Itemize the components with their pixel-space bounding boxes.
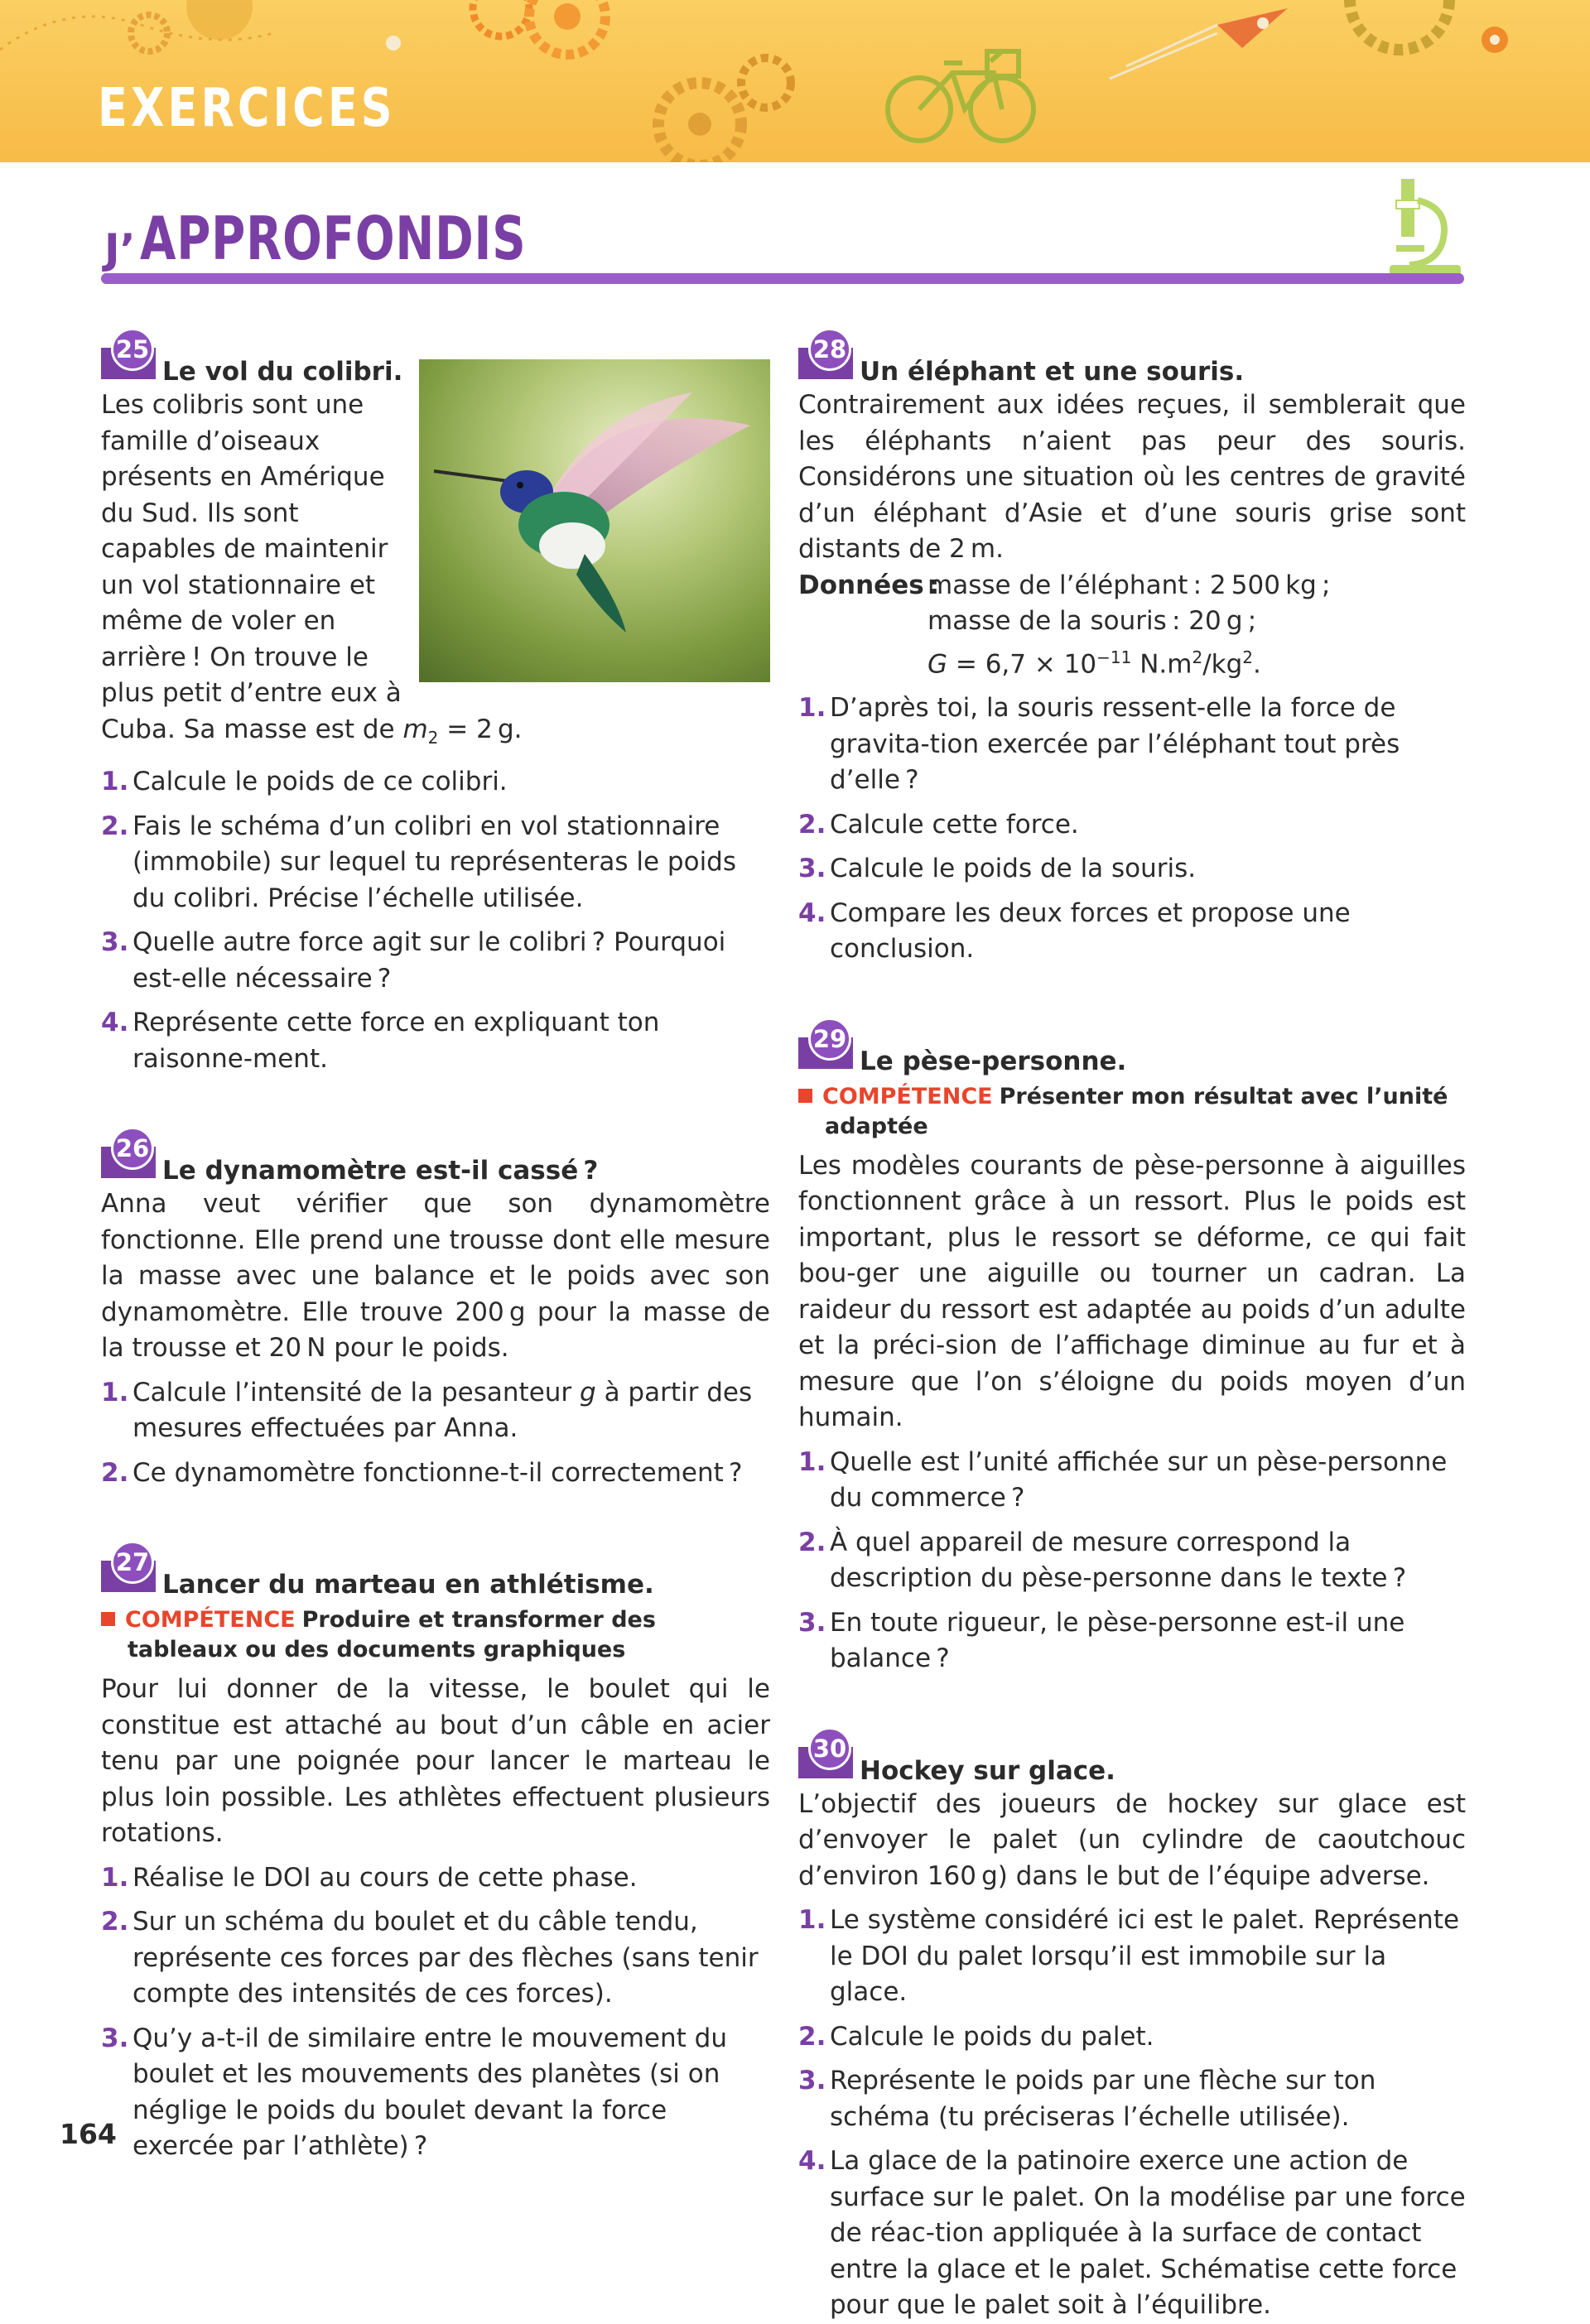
question-text: En toute rigueur, le pèse-personne est-il une balance ? xyxy=(830,1607,1405,1674)
section-title-prefix: J’ xyxy=(104,225,136,273)
section-title-text: APPROFONDIS xyxy=(140,204,527,273)
exercise-25 xyxy=(101,325,770,1077)
exercise-26 xyxy=(101,1124,770,1491)
exercise-number: 28 xyxy=(808,328,851,371)
right-column xyxy=(798,325,1466,2324)
g-unit-exponent: 2 xyxy=(1242,647,1254,667)
data-gravitational-constant xyxy=(928,640,1330,683)
data-list xyxy=(798,568,1466,683)
question-text: Compare les deux forces et propose une conclusion. xyxy=(830,897,1351,965)
exercise-intro: Pour lui donner de la vitesse, le boulet qui le constitue est attaché au bout d’un câble en acier tenu par une poignée pour lancer le marteau le plus loin possible. Les athlètes effectuent plusieurs rotations. xyxy=(101,1674,770,1849)
question-number: 2. xyxy=(798,2021,826,2052)
question xyxy=(101,1860,770,1897)
g-end: . xyxy=(1253,648,1261,679)
exercise-intro: Anna veut vérifier que son dynamomètre fonctionne. Elle prend une trousse dont elle mesure la masse avec une balance et le poids avec son dynamomètre. Elle trouve 200 g pour la masse de la trousse et 20 N pour le poids. xyxy=(101,1189,770,1364)
question xyxy=(101,925,770,997)
microscope-icon xyxy=(1385,176,1467,283)
exercise-intro: Les modèles courants de pèse-personne à aiguilles fonctionnent grâce à un ressort. Plus le poids est important, plus le ressort se déforme, ce qui fait bou-ger une aiguille ou tourner un cadran. La raideur du ressort est adaptée au poids d’un adulte et la préci-sion de l’affichage diminue au fur et à mesure que l’on s’éloigne du poids moyen d’un humain. xyxy=(798,1150,1466,1433)
question-text: D’après toi, la souris ressent-elle la force de gravita-tion exercée par l’éléphant tout près d’elle ? xyxy=(830,693,1400,796)
exercise-intro: Les colibris sont une famille d’oiseaux présents en Amérique du Sud. Ils sont capables de maintenir un vol stationnaire et même de voler en arrière ! On trouve le plus petit d’entre eux à xyxy=(101,390,402,708)
g-unit-exponent: 2 xyxy=(1192,647,1203,667)
question-number: 1. xyxy=(101,767,129,797)
data-mouse-mass: masse de la souris : 20 g ; xyxy=(928,606,1257,636)
question-number: 1. xyxy=(798,1446,826,1477)
g-unit: N.m xyxy=(1131,648,1192,679)
data-values xyxy=(928,568,1330,683)
competence-text: Présenter mon résultat avec l’unité adaptée xyxy=(825,1083,1448,1139)
mass-subscript: 2 xyxy=(427,727,439,748)
competence-square-icon xyxy=(798,1089,812,1103)
question-number: 3. xyxy=(798,2066,826,2096)
question xyxy=(101,1005,770,1077)
question-text: Ce dynamomètre fonctionne-t-il correctement ? xyxy=(132,1457,743,1488)
question xyxy=(798,2144,1466,2324)
question-text: Représente le poids par une flèche sur ton schéma (tu préciseras l’échelle utilisée). xyxy=(830,2066,1376,2132)
question xyxy=(798,1445,1466,1517)
gravity-symbol: g xyxy=(580,1377,596,1407)
question-text-part: Calcule l’intensité de la pesanteur xyxy=(132,1377,581,1407)
exercise-number: 27 xyxy=(111,1541,154,1584)
g-exponent: −11 xyxy=(1096,647,1132,667)
exercise-title: Le dynamomètre est-il cassé ? xyxy=(162,1156,599,1186)
question-text: Calcule le poids du palet. xyxy=(830,2021,1154,2052)
competence-label: COMPÉTENCE xyxy=(125,1607,296,1634)
question xyxy=(101,1456,770,1492)
g-value: = 6,7 × 10 xyxy=(947,648,1097,679)
competence-line xyxy=(798,1082,1466,1142)
exercise-number: 26 xyxy=(111,1127,154,1170)
question xyxy=(101,2021,770,2165)
question-text: Le système considéré ici est le palet. Représente le DOI du palet lorsqu’il est immobile sur la glace. xyxy=(830,1905,1460,2008)
question xyxy=(101,1904,770,2013)
question xyxy=(798,2019,1466,2056)
question xyxy=(798,1903,1466,2011)
exercise-header xyxy=(101,1537,770,1600)
question-number: 2. xyxy=(798,1527,826,1557)
question-text: Représente cette force en expliquant ton raisonne-ment. xyxy=(132,1008,660,1074)
exercise-header xyxy=(798,325,1466,387)
question-text: Sur un schéma du boulet et du câble tendu, représente ces forces par des flèches (sans tenir compte des intensités de ces forces). xyxy=(132,1907,759,2009)
question xyxy=(798,896,1466,968)
exercise-number: 30 xyxy=(808,1727,851,1770)
exercise-title: Hockey sur glace. xyxy=(860,1755,1115,1786)
exercise-number-badge xyxy=(101,328,156,383)
question-number: 3. xyxy=(101,2023,129,2053)
question-number: 1. xyxy=(798,693,826,724)
exercise-number: 29 xyxy=(808,1018,851,1061)
question xyxy=(798,851,1466,888)
exercise-28 xyxy=(798,325,1466,968)
question-number: 4. xyxy=(101,1008,129,1038)
exercise-header xyxy=(798,1724,1466,1787)
exercise-title: Le pèse-personne. xyxy=(860,1046,1127,1076)
exercise-title: Lancer du marteau en athlétisme. xyxy=(162,1570,654,1600)
exercise-number: 25 xyxy=(111,328,154,371)
exercise-intro: L’objectif des joueurs de hockey sur glace est d’envoyer le palet (un cylindre de caoutchouc d’environ 160 g) dans le but de l’équipe adverse. xyxy=(798,1788,1466,1891)
question-number: 4. xyxy=(798,897,826,928)
exercise-intro-end xyxy=(101,712,770,757)
question-text-part: à partir des mesures effectuées par Anna. xyxy=(132,1377,753,1444)
question-text: À quel appareil de mesure correspond la description du pèse-personne dans le texte ? xyxy=(830,1527,1407,1594)
exercise-header xyxy=(798,1014,1466,1077)
competence-text: Produire et transformer des tableaux ou des documents graphiques xyxy=(128,1607,656,1663)
data-elephant-mass: masse de l’éléphant : 2 500 kg ; xyxy=(928,570,1331,600)
question xyxy=(798,1525,1466,1597)
mass-symbol: m xyxy=(402,714,428,744)
exercise-number-badge xyxy=(798,1727,853,1782)
question-number: 4. xyxy=(798,2146,826,2177)
question-number: 2. xyxy=(101,1457,129,1488)
question-text: Calcule cette force. xyxy=(830,809,1079,840)
question xyxy=(798,690,1466,799)
competence-square-icon xyxy=(101,1612,115,1626)
question-text: La glace de la patinoire exerce une action de surface sur le palet. On la modélise par une force de réac-tion appliquée à la surface de contact entre la glace et le palet. Schématise cette force pour que le palet soit à l’équilibre. xyxy=(830,2146,1466,2321)
question xyxy=(101,1375,770,1447)
exercise-title: Un éléphant et une souris. xyxy=(860,357,1245,387)
question-number: 2. xyxy=(101,811,129,841)
exercise-title: Le vol du colibri. xyxy=(162,357,403,387)
question xyxy=(798,807,1466,844)
question-number: 1. xyxy=(101,1862,129,1893)
question-number: 2. xyxy=(101,1907,129,1937)
question-text: Quelle est l’unité affichée sur un pèse-personne du commerce ? xyxy=(830,1446,1448,1513)
question-text: Fais le schéma d’un colibri en vol stationnaire (immobile) sur lequel tu représenteras le poids du colibri. Précise l’échelle utilisée. xyxy=(132,811,737,913)
g-unit: /kg xyxy=(1202,648,1243,679)
question-number: 3. xyxy=(798,854,826,884)
question xyxy=(798,2063,1466,2135)
question-text: Calcule le poids de la souris. xyxy=(830,854,1197,884)
header-banner xyxy=(0,0,1590,162)
exercise-number-badge xyxy=(101,1127,156,1181)
question-text: Quelle autre force agit sur le colibri ? Pourquoi est-elle nécessaire ? xyxy=(132,927,726,994)
question xyxy=(101,809,770,917)
question-text: Réalise le DOI au cours de cette phase. xyxy=(132,1862,638,1893)
question-number: 3. xyxy=(101,927,129,958)
question-text: Qu’y a-t-il de similaire entre le mouvement du boulet et les mouvements des planètes (si on néglige le poids du boulet devant la force exercée par l’athlète) ? xyxy=(132,2023,727,2162)
question-number: 3. xyxy=(798,1607,826,1638)
g-symbol: G xyxy=(928,648,948,679)
mass-value: = 2 g. xyxy=(438,714,523,744)
exercise-intro: Contrairement aux idées reçues, il semblerait que les éléphants n’aient pas peur des souris. Considérons une situation où les centres de gravité d’un éléphant d’Asie et d’une souris grise sont distants de 2 m. xyxy=(798,390,1466,564)
exercise-number-badge xyxy=(798,328,853,383)
banner-title: EXERCICES xyxy=(98,78,396,139)
exercise-29 xyxy=(798,1014,1466,1677)
question xyxy=(101,764,770,801)
exercise-header xyxy=(101,1124,770,1186)
question-text: Calcule le poids de ce colibri. xyxy=(132,767,508,797)
exercise-27 xyxy=(101,1537,770,2165)
exercise-30 xyxy=(798,1724,1466,2324)
competence-label: COMPÉTENCE xyxy=(822,1083,993,1109)
question xyxy=(798,1605,1466,1677)
question-number: 1. xyxy=(798,1905,826,1936)
question-number: 2. xyxy=(798,809,826,840)
section-divider xyxy=(101,273,1464,284)
question-number: 1. xyxy=(101,1377,129,1407)
question-text xyxy=(132,1375,770,1447)
left-column xyxy=(101,325,770,2165)
page-number: 164 xyxy=(60,2118,117,2150)
exercise-number-badge xyxy=(798,1018,853,1072)
data-label: Données : xyxy=(798,570,940,600)
section-title xyxy=(104,204,635,273)
hummingbird-photo xyxy=(419,359,770,682)
exercise-number-badge xyxy=(101,1541,156,1595)
intro-end-text: Cuba. Sa masse est de xyxy=(101,714,403,744)
competence-line xyxy=(101,1605,770,1665)
